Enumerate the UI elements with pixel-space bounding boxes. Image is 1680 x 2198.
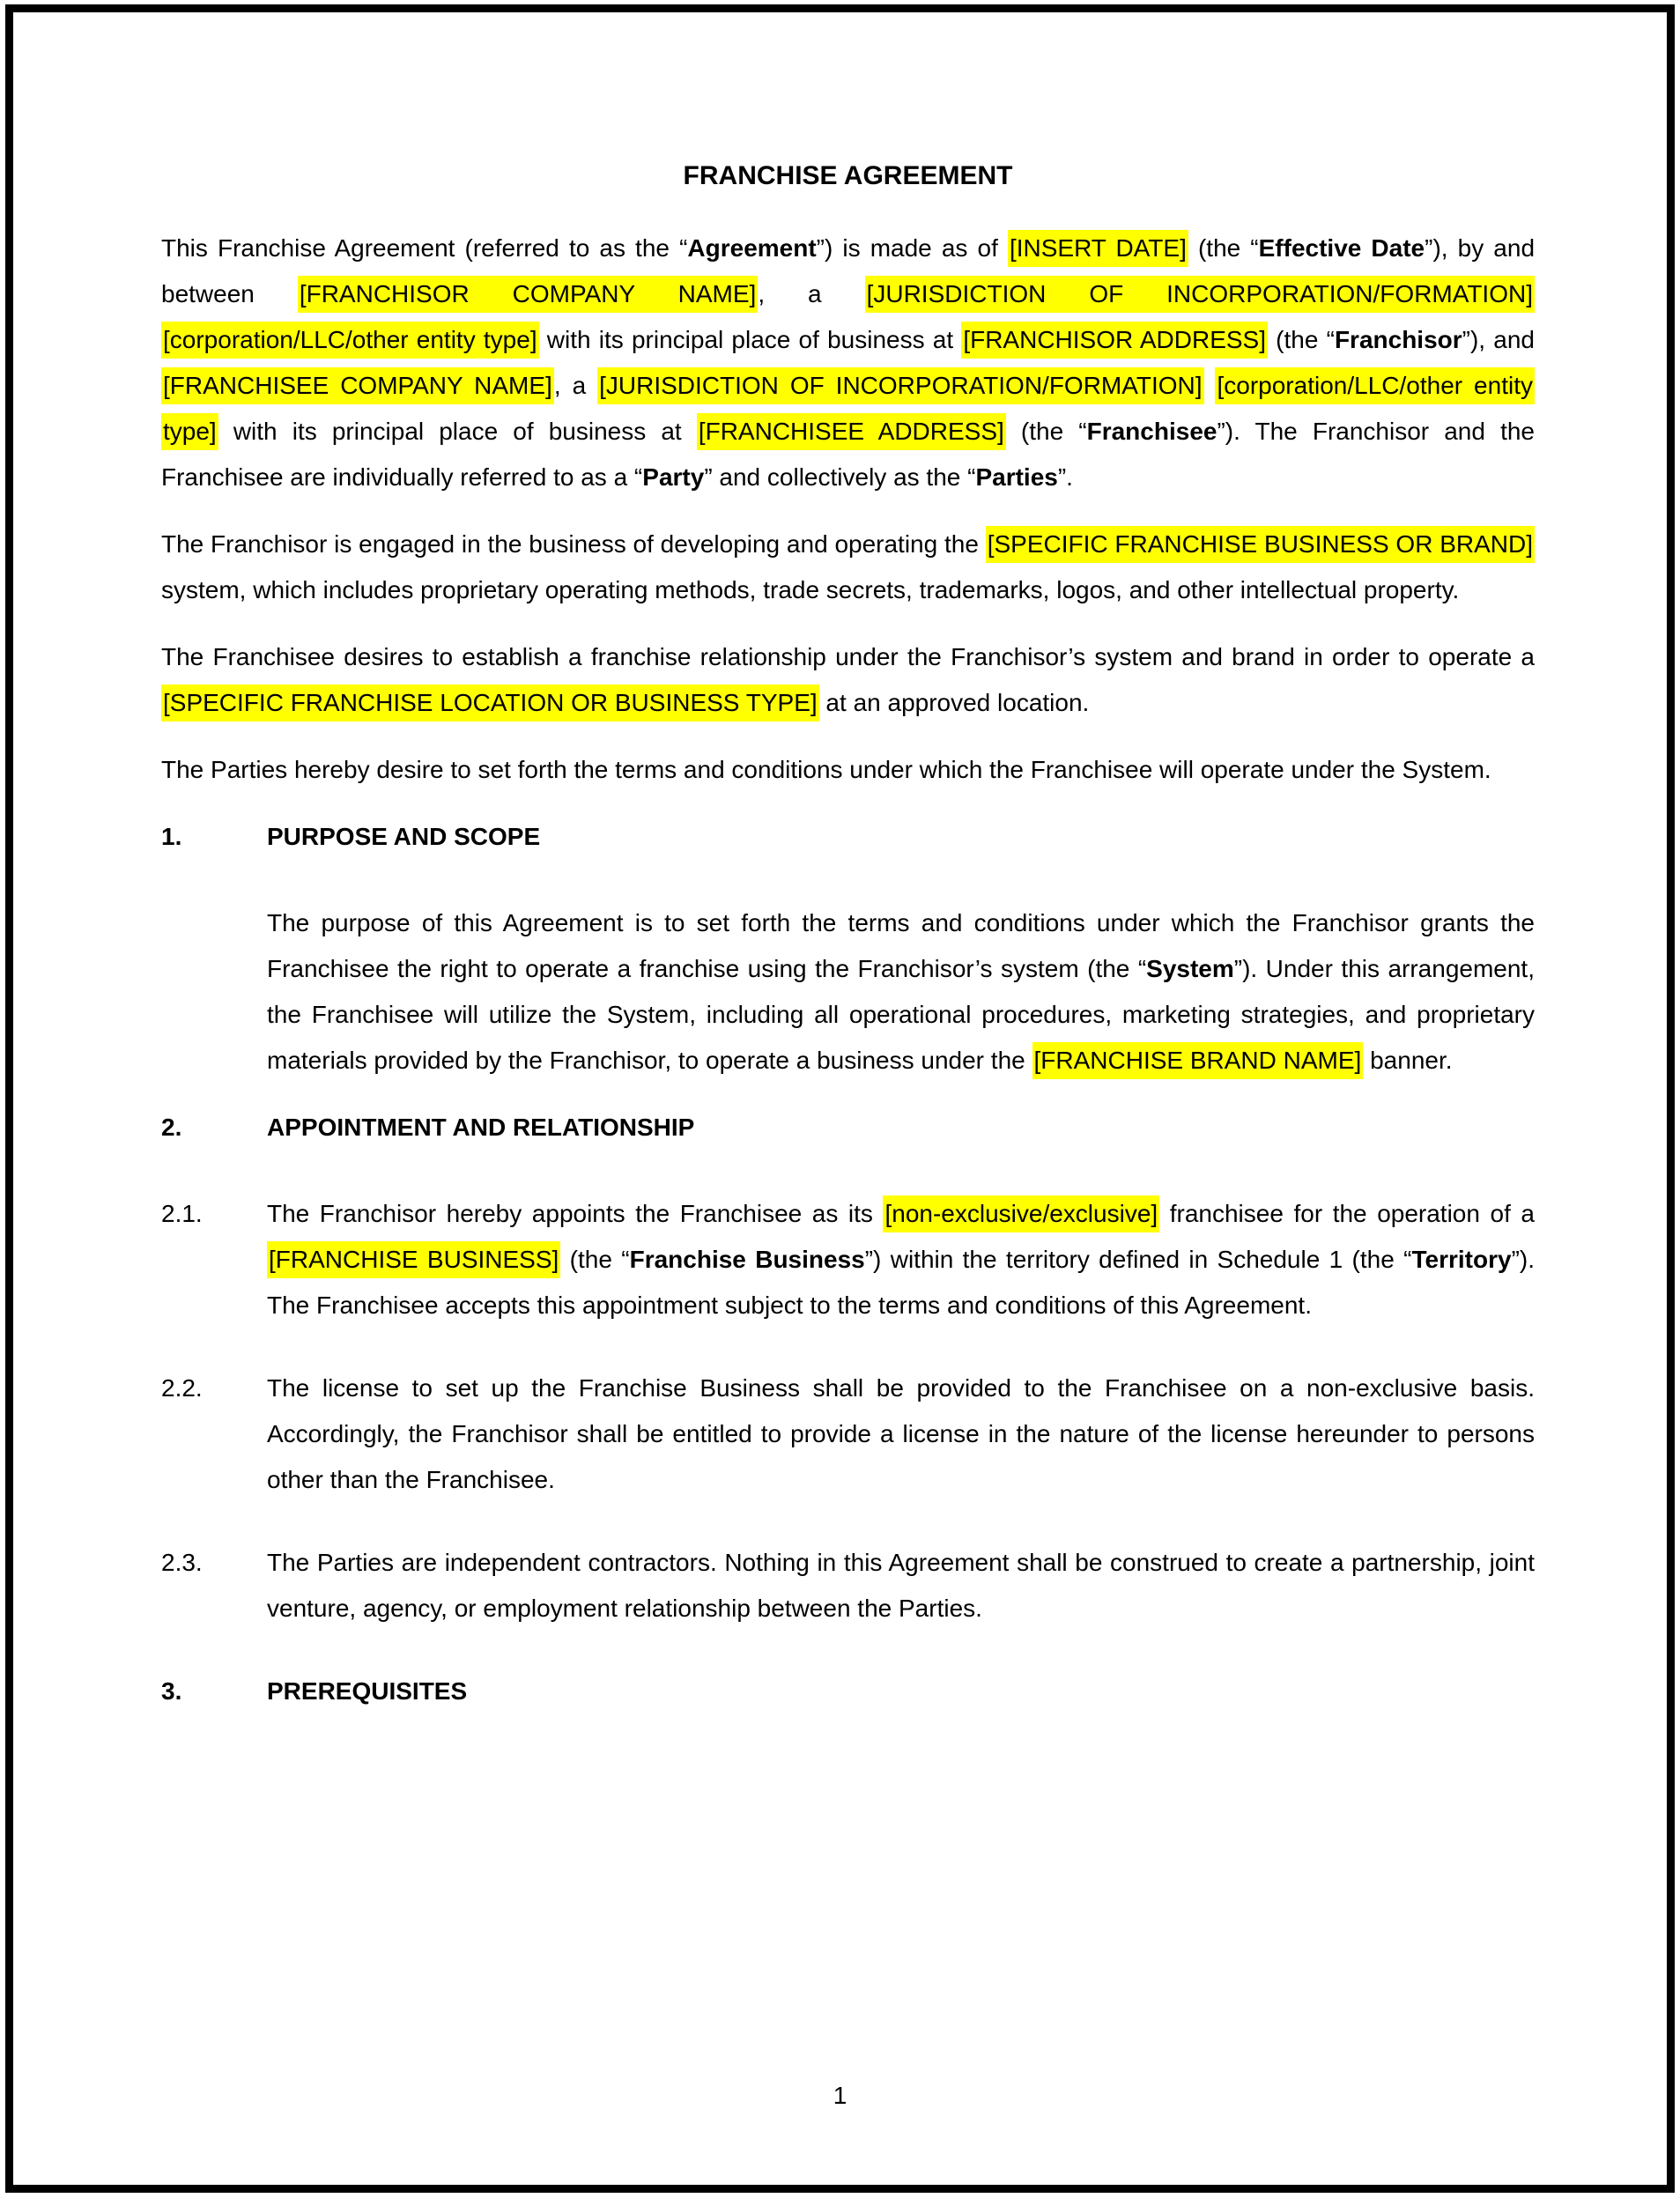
body-text: ”), by and between [161, 234, 1536, 307]
defined-term: Franchise Business [629, 1246, 865, 1273]
paragraph-text [161, 230, 1535, 491]
defined-term: Party [642, 463, 705, 491]
paragraph [161, 1540, 1535, 1632]
body-text: banner. [1363, 1047, 1453, 1074]
highlighted-placeholder: [FRANCHISOR COMPANY NAME] [298, 276, 758, 313]
body-text: system, which includes proprietary operating methods, trade secrets, trademarks, logos, and other intellectual property. [161, 576, 1460, 603]
section-heading [161, 1105, 1535, 1151]
paragraph-text [161, 756, 1491, 783]
paragraph [161, 1365, 1535, 1503]
highlighted-placeholder: [FRANCHISOR ADDRESS] [961, 322, 1268, 359]
body-text: ”), and [1462, 326, 1535, 353]
section-heading [161, 814, 1535, 860]
highlighted-placeholder: [INSERT DATE] [1008, 230, 1188, 267]
paragraph-text [161, 643, 1535, 722]
body-text: This Franchise Agreement (referred to as the “ [161, 234, 688, 262]
section-heading [161, 1669, 1535, 1714]
defined-term: Territory [1411, 1246, 1512, 1273]
body-text: franchisee for the operation of a [1159, 1200, 1535, 1227]
highlighted-placeholder: [JURISDICTION OF INCORPORATION/FORMATION] [865, 276, 1535, 313]
body-text: (the “ [560, 1246, 630, 1273]
page-number: 1 [833, 2082, 847, 2109]
paragraph [161, 634, 1535, 726]
highlighted-placeholder: [JURISDICTION OF INCORPORATION/FORMATION] [597, 367, 1203, 404]
body-text: The license to set up the Franchise Business shall be provided to the Franchisee on a non-exclusive basis. Accordingly, the Franchisor shall be entitled to provide a license in the nature of the license hereunder to persons other than the Franchisee. [267, 1374, 1535, 1493]
paragraph [161, 522, 1535, 613]
defined-term: Effective Date [1258, 234, 1425, 262]
body-text [1204, 372, 1216, 399]
defined-term: Franchisor [1334, 326, 1462, 353]
highlighted-placeholder: [FRANCHISE BUSINESS] [267, 1241, 560, 1278]
defined-term: Franchisee [1086, 418, 1217, 445]
highlighted-placeholder: [non-exclusive/exclusive] [883, 1195, 1159, 1232]
highlighted-placeholder: [corporation/LLC/other entity type] [161, 322, 539, 359]
document-content [13, 12, 1667, 1714]
paragraph-text [267, 1195, 1535, 1319]
section-number: 1. [161, 823, 182, 850]
section-heading-label: PREREQUISITES [267, 1677, 468, 1705]
paragraph [161, 1191, 1535, 1328]
defined-term: System [1146, 955, 1234, 982]
body-text: (the “ [1005, 418, 1087, 445]
section-number: 2. [161, 1114, 182, 1141]
highlighted-placeholder: [SPECIFIC FRANCHISE BUSINESS OR BRAND] [986, 526, 1535, 563]
body-text: ”) within the territory defined in Schedule 1 (the “ [864, 1246, 1412, 1273]
body-text: ”). Under this arrangement, the Franchisee will utilize the System, including all operational procedures, marketing strategies, and proprietary materials provided by the Franchisor, to operate a business under the [267, 955, 1535, 1074]
paragraph-text [161, 526, 1535, 603]
body-text: with its principal place of business at [538, 326, 962, 353]
paragraph-text [267, 909, 1535, 1079]
body-text: ”). The Franchisee accepts this appointment subject to the terms and conditions of this Agreement. [267, 1246, 1535, 1319]
highlighted-placeholder: [FRANCHISE BRAND NAME] [1032, 1042, 1364, 1079]
document-title: FRANCHISE AGREEMENT [683, 161, 1013, 190]
highlighted-placeholder: [FRANCHISEE COMPANY NAME] [161, 367, 554, 404]
section-number: 2.2. [161, 1374, 203, 1402]
defined-term: Parties [975, 463, 1058, 491]
highlighted-placeholder: [SPECIFIC FRANCHISE LOCATION OR BUSINESS TYPE] [161, 685, 819, 722]
body-text: ”). The Franchisor and the Franchisee are individually referred to as a “ [161, 418, 1535, 491]
paragraph [161, 747, 1535, 793]
body-text: The Franchisee desires to establish a franchise relationship under the Franchisor’s system and brand in order to operate a [161, 643, 1535, 670]
defined-term: Agreement [687, 234, 817, 262]
body-text: The Franchisor is engaged in the business of developing and operating the [161, 530, 986, 558]
document-blocks [161, 226, 1535, 1714]
body-text: at an approved location. [818, 689, 1090, 716]
section-number: 3. [161, 1677, 182, 1705]
body-text: with its principal place of business at [218, 418, 697, 445]
body-text: The purpose of this Agreement is to set forth the terms and conditions under which the Franchisor grants the Franchisee the right to operate a franchise using the Franchisor’s system (the “ [267, 909, 1535, 982]
section-number: 2.3. [161, 1549, 203, 1576]
paragraph-text [267, 1549, 1535, 1622]
body-text: ”) is made as of [816, 234, 1008, 262]
highlighted-placeholder: [corporation/LLC/other entity type] [161, 367, 1535, 450]
body-text: The Franchisor hereby appoints the Franchisee as its [267, 1200, 884, 1227]
section-heading-label: PURPOSE AND SCOPE [267, 823, 541, 850]
section-number: 2.1. [161, 1200, 203, 1227]
highlighted-placeholder: [FRANCHISEE ADDRESS] [697, 413, 1006, 450]
body-text: (the “ [1188, 234, 1259, 262]
paragraph-text [267, 1374, 1535, 1493]
body-text: (the “ [1268, 326, 1335, 353]
paragraph [161, 900, 1535, 1084]
body-text: The Parties hereby desire to set forth the terms and conditions under which the Franchisee will operate under the System. [161, 756, 1491, 783]
paragraph [161, 226, 1535, 500]
body-text: , a [553, 372, 598, 399]
section-heading-label: APPOINTMENT AND RELATIONSHIP [267, 1114, 695, 1141]
body-text: The Parties are independent contractors. Nothing in this Agreement shall be construed to create a partnership, joint venture, agency, or employment relationship between the Parties. [267, 1549, 1535, 1622]
body-text: ”. [1057, 463, 1073, 491]
document-page [5, 4, 1675, 2193]
body-text: , a [758, 280, 865, 307]
body-text: ” and collectively as the “ [704, 463, 976, 491]
